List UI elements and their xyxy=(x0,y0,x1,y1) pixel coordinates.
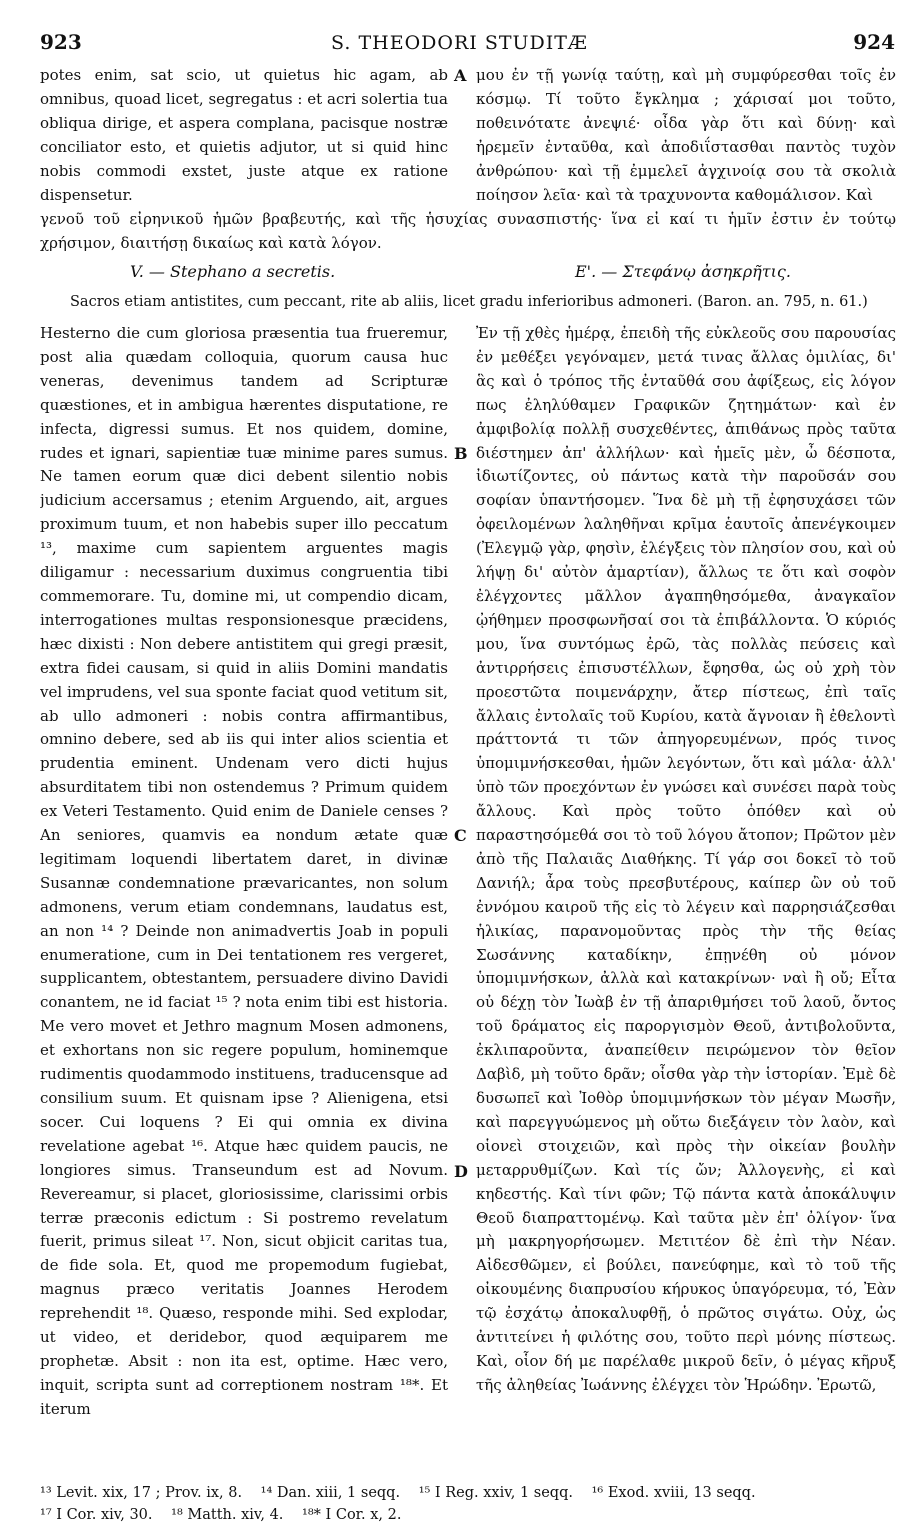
margin-letter-c: C xyxy=(454,826,467,845)
page-number-left: 923 xyxy=(40,30,82,54)
footnote: ¹³ Levit. xix, 17 ; Prov. ix, 8. xyxy=(40,1485,243,1501)
latin-column-top xyxy=(40,64,448,207)
greek-column-top xyxy=(476,64,896,207)
footnote: ¹⁷ I Cor. xiv, 30. xyxy=(40,1507,153,1523)
margin-letter-d: D xyxy=(454,1162,468,1181)
latin-column-body xyxy=(40,322,448,1472)
margin-letter-b: B xyxy=(454,444,468,463)
footnote: ¹⁸* I Cor. x, 2. xyxy=(302,1507,402,1523)
greek-paragraph-top: μου ἐν τῇ γωνίᾳ ταύτῃ, καὶ μὴ συμφύρεσθαι τοῖς ἐν κόσμῳ. Τί τοῦτο ἔγκλημα ; χάρισαί μοι τοῦτο, ποθεινότατε ἀνεψιέ· οἶδα γὰρ ὅτι καὶ δύνῃ· καὶ ἠρεμεῖν ἐνταῦθα, καὶ ἀποδιΐστασθαι παντὸς τυχὸν ἀνθρώπου· καὶ τῇ ἐμμελεῖ ἀγχινοίᾳ σου τὰ σκολιὰ ποίησον λεῖα· καὶ τὰ τραχυνοντα καθομάλισον. Καὶ xyxy=(476,66,896,204)
page-number-right: 924 xyxy=(853,30,895,54)
greek-paragraph-body: Ἐν τῇ χθὲς ἡμέρᾳ, ἐπειδὴ τῆς εὐκλεοῦς σου παρουσίας ἐν μεθέξει γεγόναμεν, μετά τινας ἄλλας ὁμιλίας, δι' ἃς καὶ ὁ τρόπος τῆς ἐνταῦθά σου ἀφίξεως, εἰς λόγον πως ἐληλύθαμεν Γραφικῶν ζητημάτων· καὶ ἐν ἀμφιβολίᾳ πολλῇ συσχεθέντες, ἀπιθάνως πρὸς ταῦτα διέστημεν ἀπ' ἀλλήλων· καὶ ἡμεῖς μὲν, ὦ δέσποτα, ἰδιωτίζοντες, οὐ πάντως κατὰ τὴν παροῦσάν σου σοφίαν ὑπαντήσομεν. Ἵνα δὲ μὴ τῇ ἐφησυχάσει τῶν ὀφειλομένων λαληθῆναι κρῖμα ἑαυτοῖς ἀπενέγκοιμεν (Ἐλεγμῷ γὰρ, φησὶν, ἐλέγξεις τὸν πλησίον σου, καὶ οὐ λήψῃ δι' αὐτὸν ἁμαρτίαν), ἄλλως τε ὅτι καὶ σοφὸν ἐλέγχοντες μᾶλλον ἀγαπηθησόμεθα, ἀναγκαῖον ᾠήθημεν προσφωνῆσαί σοι τὰ ἐπιβάλλοντα. Ὁ κύριός μου, ἵνα συντόμως ἐρῶ, τὰς πολλὰς πεύσεις καὶ ἀντιρρήσεις ἐπισυστέλλων, ἔφησθα, ὡς οὐ χρὴ τὸν προεστῶτα ποιμενάρχην, ἄτερ πίστεως, ἐπὶ ταῖς ἄλλαις ἐντολαῖς τοῦ Κυρίου, κατὰ ἄγνοιαν ἢ ἐθελοντὶ πράττοντά τι τῶν ἀπηγορευμένων, πρός τινος ὑπομιμνήσκεσθαι, ἡμῶν λεγόντων, ὅτι καὶ μάλα· ἀλλ' ὑπὸ τῶν προεχόντων ἐν γνώσει καὶ συνέσει παρὰ τοὺς ἄλλους. Καὶ πρὸς τοῦτο ὁπόθεν καὶ οὐ παραστησόμεθά σοι τὸ τοῦ λόγου ἄτοπον; Πρῶτον μὲν ἀπὸ τῆς Παλαιᾶς Διαθήκης. Τί γάρ σοι δοκεῖ τὸ τοῦ Δανιήλ; ἆρα τοὺς πρεσβυτέρους, καίπερ ὢν οὐ τοῦ ἐννόμου καιροῦ τῆς εἰς τὸ λέγειν καὶ παρρησιάζεσθαι ἡλικίας, παρανομοῦντας πρὸς τὴν τῆς θείας Σωσάννης καταδίκην, ἐπῃνέθη οὐ μόνον ὑπομιμνήσκων, ἀλλὰ καὶ κατακρίνων· ναὶ ἢ οὔ; Εἶτα οὐ δέχῃ τὸν Ἰωὰβ ἐν τῇ ἀπαριθμήσει τοῦ λαοῦ, ὄντος τοῦ δράματος εἰς παροργισμὸν Θεοῦ, ἀντιβολοῦντα, ἐκλιπαροῦντα, ἀναπείθειν πειρώμενον τὸν θεῖον Δαβὶδ, μὴ τοῦτο δρᾶν; οἶσθα γὰρ τὴν ἱστορίαν. Ἐμὲ δὲ δυσωπεῖ καὶ Ἰοθὸρ ὑπομιμνήσκων τὸν μέγαν Μωσῆν, καὶ παρεγγυώμενος μὴ οὕτω διεξάγειν τὸν λαὸν, καὶ οἱονεὶ στοιχειῶν, καὶ πρὸς τὴν οἰκείαν βουλὴν μεταρρυθμίζων. Καὶ τίς ὤν; Ἀλλογενὴς, εἰ καὶ κηδεστής. Καὶ τίνι φῶν; Τῷ πάντα κατὰ ἀποκάλυψιν Θεοῦ διαπραττομένῳ. Καὶ ταῦτα μὲν ἐπ' ὀλίγον· ἵνα μὴ μακρηγορήσωμεν. Μετιτέον δὲ ἐπὶ τὴν Νέαν. Αἰδεσθῶμεν, εἰ βούλει, πανεύφημε, καὶ τὸ τοῦ τῆς οἰκουμένης διαπρυσίου κήρυκος ὑπαγόρευμα, τό, Ἐὰν τῷ ἐσχάτῳ ἀποκαλυφθῇ, ὁ πρῶτος σιγάτω. Οὐχ, ὡς ἀντιτείνει ἡ φιλότης σου, τοῦτο περὶ μόνης πίστεως. Καὶ, οἷον δή με παρέλαθε μικροῦ δεῖν, ὁ μέγας κῆρυξ τῆς ἀληθείας Ἰωάννης ἐλέγχει τὸν Ἡρώδην. Ἐρωτῶ, xyxy=(476,324,896,1394)
margin-letter-a: A xyxy=(454,66,467,85)
latin-paragraph-top: potes enim, sat scio, ut quietus hic agam, ab omnibus, quoad licet, segregatus : et acri solertia tua obliqua dirige, et aspera complana, pacisque nostræ conciliator esto, et quietis adjutor, ut si quid hinc nobis commodi exstet, juste atque ex ratione dispensetur. xyxy=(40,66,448,204)
running-title: S. THEODORI STUDITÆ xyxy=(331,32,588,54)
running-header xyxy=(0,30,919,60)
latin-letter-heading: V. — Stephano a secretis. xyxy=(130,262,336,281)
letter-summary: Sacros etiam antistites, cum peccant, rite ab aliis, licet gradu inferioribus admoneri. (Baron. an. 795, n. 61.) xyxy=(70,294,868,310)
footnotes-line-2 xyxy=(40,1504,910,1526)
footnotes-line-1 xyxy=(40,1482,910,1504)
greek-column-body xyxy=(476,322,896,1472)
footnote: ¹⁶ Exod. xviii, 13 seqq. xyxy=(591,1485,756,1501)
greek-letter-heading: Ε'. — Στεφάνῳ ἀσηκρῆτις. xyxy=(575,262,791,281)
footnote: ¹⁸ Matth. xiv, 4. xyxy=(171,1507,284,1523)
footnote: ¹⁵ I Reg. xxiv, 1 seqq. xyxy=(418,1485,573,1501)
footnote: ¹⁴ Dan. xiii, 1 seqq. xyxy=(260,1485,401,1501)
latin-paragraph-body: Hesterno die cum gloriosa præsentia tua frueremur, post alia quædam colloquia, quorum causa huc veneras, devenimus tandem ad Scripturæ quæstiones, et in ambigua hærentes disputatione, re infecta, digressi sumus. Et nos quidem, domine, rudes et ignari, sapientiæ tuæ minime pares sumus. Ne tamen eorum quæ dici debent silentio nobis judicium accersamus ; etenim Arguendo, ait, argues proximum tuum, et non habebis super illo peccatum ¹³, maxime cum sapientem arguentes magis diligamur : necessarium duximus congruentia tibi commemorare. Tu, domine mi, ut compendio dicam, interrogationes multas responsionesque præcidens, hæc dixisti : Non debere antistitem qui gregi præsit, extra fidei causam, si quid in aliis Domini mandatis vel imprudens, vel sua sponte faciat quod vetitum sit, ab ullo admoneri : nobis contra affirmantibus, omnino debere, sed ab iis qui inter alios scientia et prudentia eminent. Undenam vero dicti hujus absurditatem tibi non ostendemus ? Primum quidem ex Veteri Testamento. Quid enim de Daniele censes ? An seniores, quamvis ea nondum ætate quæ legitimam loquendi libertatem daret, in divinæ Susannæ condemnatione prævaricantes, non solum admonens, verum etiam condemnans, laudatus est, an non ¹⁴ ? Deinde non animadvertis Joab in populi enumeratione, cum in Dei tentationem res vergeret, supplicantem, obtestantem, persuadere divino Davidi conantem, ne id faciat ¹⁵ ? nota enim tibi est historia. Me vero movet et Jethro magnum Mosen admonens, et exhortans non sic regere populum, hominemque rudimentis quodammodo instituens, traducensque ad consilium suum. Et quisnam ipse ? Alienigena, etsi socer. Cui loquens ? Ei qui omnia ex divina revelatione agebat ¹⁶. Atque hæc quidem paucis, ne longiores simus. Transeundum est ad Novum. Revereamur, si placet, gloriosissime, clarissimi orbis terræ præconis edictum : Si postremo revelatum fuerit, primus sileat ¹⁷. Non, sicut objicit caritas tua, de fide sola. Et, quod me propemodum fugiebat, magnus præco veritatis Joannes Herodem reprehendit ¹⁸. Quæso, responde mihi. Sed explodar, ut video, et deridebor, quod æquiparem me prophetæ. Absit : non ita est, optime. Hæc vero, inquit, scripta sunt ad correptionem nostram ¹⁸*. Et iterum xyxy=(40,324,448,1418)
greek-full-width-line: γενοῦ τοῦ εἰρηνικοῦ ἡμῶν βραβευτής, καὶ τῆς ἡσυχίας συνασπιστής· ἵνα εἰ καί τι ἡμῖν ἐστιν ἐν τούτῳ χρήσιμον, διαιτήσῃ δικαίως καὶ κατὰ λόγον. xyxy=(40,210,896,252)
